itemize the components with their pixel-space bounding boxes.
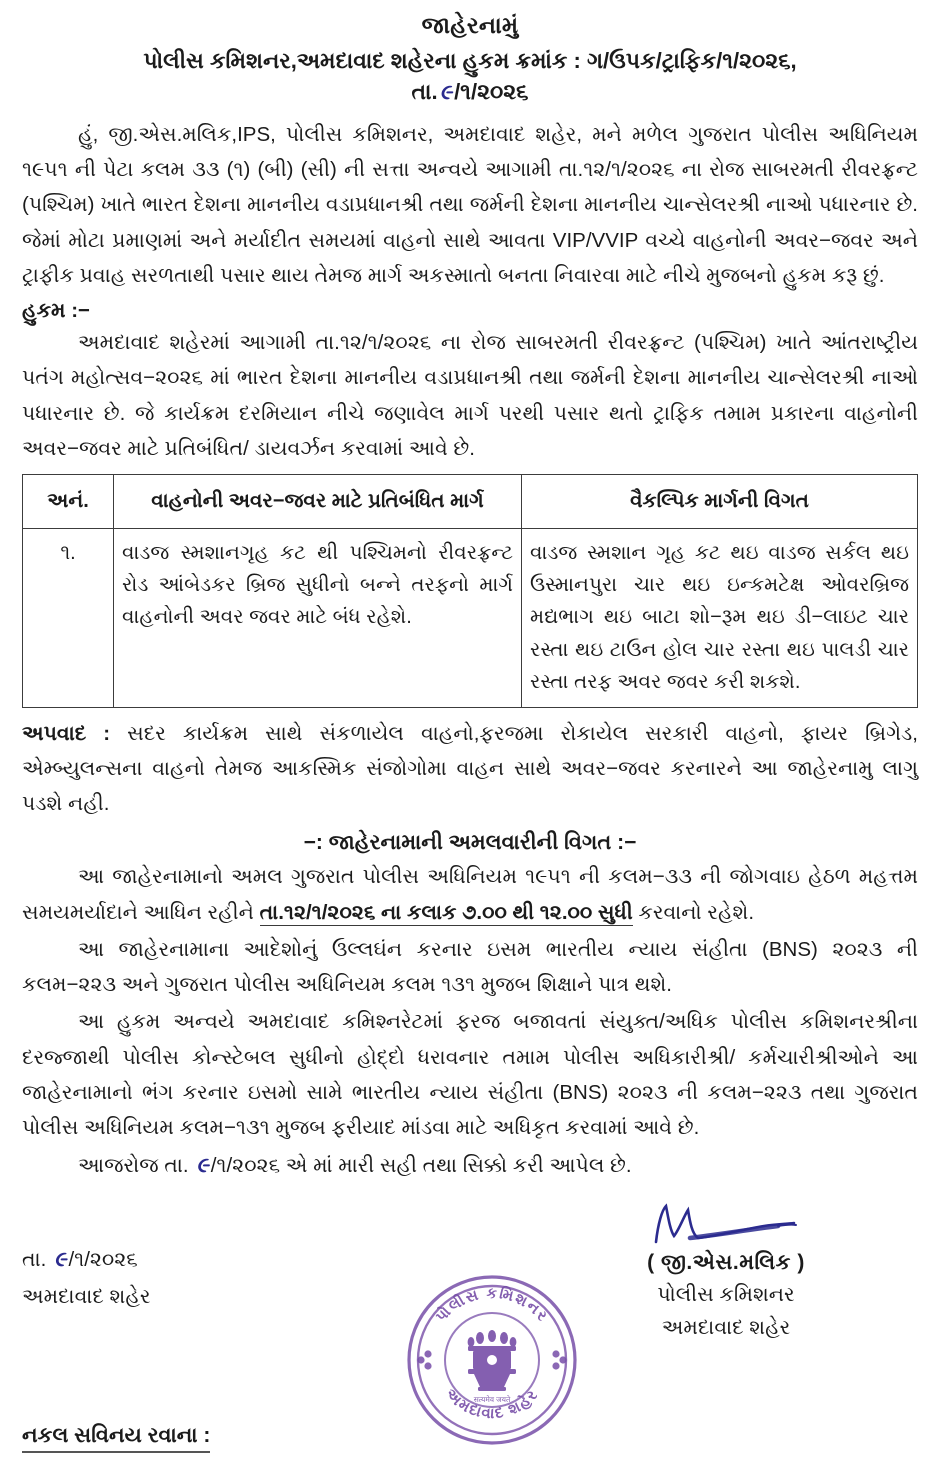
seal-bottom-text: અમદાવાદ શહેર (441, 1385, 542, 1423)
left-signature-block (22, 1240, 151, 1317)
closing-paragraph (22, 1147, 918, 1183)
order-label: હુકમ :− (22, 299, 91, 323)
seal-floret-right (552, 1350, 566, 1369)
left-date-line (22, 1240, 151, 1279)
exception-label: અપવાદ : (22, 721, 111, 745)
table-row (23, 528, 918, 707)
date-rest: /૧/૨૦૨૬ (454, 79, 529, 105)
signatory-city: અમદાવાદ શહેર (661, 1315, 791, 1339)
ashoka-emblem-icon (468, 1330, 517, 1391)
enforcement-text-before: આ જાહેરનામાનો અમલ ગુજરાત પોલીસ અધિનિયમ ૧૯૫૧ ની કલમ−૩૩ ની જોગવાઇ હેઠળ મહત્તમ સમયમર્યાદાને આધિન રહીને (22, 865, 918, 924)
official-seal-stamp (404, 1272, 580, 1448)
table-body (23, 528, 918, 707)
seal-top-text: પોલીસ કમિશનર (432, 1284, 552, 1326)
enforcement-time-window: તા.૧૨/૧/૨૦૨૬ ના કલાક ૭.૦૦ થી ૧૨.૦૦ સુધી (259, 900, 633, 924)
handwritten-closing-date: ૯ (196, 1152, 209, 1178)
signatory-role: પોલીસ કમિશનર (657, 1283, 795, 1307)
table-header-sr: અનં. (23, 475, 114, 528)
seal-emblem-caption: सत्यमेव जयते (473, 1395, 511, 1404)
authorization-paragraph: આ હુકમ અન્વયે અમદાવાદ કમિશ્નરેટમાં ફરજ બજાવતાં સંયુક્ત/અધિક પોલીસ કમિશનરશ્રીના દરજ્જાથી પોલીસ કોન્સ્ટેબલ સુધીનો હોદ્દો ધરાવનાર તમામ પોલીસ અધિકારીશ્રી/ કર્મચારીશ્રીઓને આ જાહેરનામાનો ભંગ કરનાર ઇસમો સામે ભારતીય ન્યાય સંહીતા (BNS) ૨૦૨૩ ની કલમ−૨૨૩ તથા ગુજરાત પોલીસ અધિનિયમ કલમ−૧૩૧ મુજબ ફરીયાદ માંડવા માટે અધિકૃત કરવામાં આવે છે. (22, 1010, 918, 1140)
left-city: અમદાવાદ શહેર (22, 1285, 151, 1309)
header-date-line (22, 77, 918, 107)
route-restriction-table (22, 474, 918, 707)
cell-closed-route: વાડજ સ્મશાનગૃહ કટ થી પશ્ચિમનો રીવરફ્રન્ટ રોડ આંબેડકર બ્રિજ સુધીનો બન્ને તરફનો માર્ગ વાહનોની અવર જવર માટે બંધ રહેશે. (114, 528, 522, 707)
left-date-rest: /૧/૨૦૨૬ (68, 1247, 138, 1271)
handwritten-date-day: ૯ (439, 79, 453, 105)
penalty-paragraph: આ જાહેરનામાના આદેશોનું ઉલ્લઘંન કરનાર ઇસમ ભારતીય ન્યાય સંહીતા (BNS) ૨૦૨૩ ની કલમ−૨૨૩ અને ગુજરાત પોલીસ અધિનિયમ કલમ ૧૩૧ મુજબ શિક્ષાને પાત્ર થશે. (22, 937, 918, 997)
handwritten-left-date: ૯ (54, 1245, 67, 1271)
preamble-paragraph: હું, જી.એસ.મલિક,IPS, પોલીસ કમિશનર, અમદાવાદ શહેર, મને મળેલ ગુજરાત પોલીસ અધિનિયમ ૧૯૫૧ ની પેટા કલમ ૩૩ (૧) (બી) (સી) ની સત્તા અન્વયે આગામી તા.૧૨/૧/૨૦૨૬ ના રોજ સાબરમતી રીવરફ્રન્ટ (પશ્ચિમ) ખાતે ભારત દેશના માનનીય વડાપ્રધાનશ્રી તથા જર્મની દેશના માનનીય ચાન્સેલરશ્રી નાઓ પધારનાર છે. જેમાં મોટા પ્રમાણમાં અને મર્યાદીત સમયમાં વાહનો સાથે આવતા VIP/VVIP વચ્ચે વાહનોની અવર−જવર અને ટ્રાફીક પ્રવાહ સરળતાથી પસાર થાય તેમજ માર્ગ અકસ્માતો બનતા નિવારવા માટે નીચે મુજબનો હુકમ કરૂ છું. (22, 122, 918, 287)
table-header-row (23, 475, 918, 528)
closing-suffix: /૧/૨૦૨૬ એ માં મારી સહી તથા સિક્કો કરી આપેલ છે. (210, 1154, 632, 1178)
order-paragraph: અમદાવાદ શહેરમાં આગામી તા.૧૨/૧/૨૦૨૬ ના રોજ સાબરમતી રીવરફ્રન્ટ (પશ્ચિમ) ખાતે આંતરાષ્ટ્રીય પતંગ મહોત્સવ−૨૦૨૬ માં ભારત દેશના માનનીય વડાપ્રધાનશ્રી તથા જર્મની દેશના માનનીય ચાન્સેલરશ્રી નાઓ પધારનાર છે. જે કાર્યક્રમ દરમિયાન નીચે જણાવેલ માર્ગ પરથી પસાર થતો ટ્રાફિક તમામ પ્રકારના વાહનોની અવર−જવર માટે પ્રતિબંધિત/ ડાયવર્ઝન કરવામાં આવે છે. (22, 331, 918, 460)
enforcement-paragraph (22, 859, 918, 930)
page-title: જાહેરનામું (421, 12, 519, 38)
table-header-alternate-route: વૈકલ્પિક માર્ગની વિગત (522, 475, 918, 528)
closing-prefix: આજરોજ તા. (78, 1154, 195, 1178)
order-number-line (22, 46, 918, 76)
left-date-label: તા. (22, 1247, 53, 1271)
enforcement-text-after: કરવાનો રહેશે. (632, 900, 755, 924)
exception-paragraph (22, 716, 918, 822)
signatory-name: ( જી.એસ.મલિક ) (647, 1250, 805, 1274)
table-header-closed-route: વાહનોની અવર−જવર માટે પ્રતિબંધિત માર્ગ (114, 475, 522, 528)
order-number-text: પોલીસ કમિશનર,અમદાવાદ શહેરના હુકમ ક્રમાંક : ગ/ઉપક/ટ્રાફિક/૧/૨૦૨૬, (143, 47, 797, 73)
right-signature-block (586, 1202, 866, 1345)
signature-scribble (586, 1202, 866, 1248)
cell-sr: ૧. (23, 528, 114, 707)
cell-alternate-route: વાડજ સ્મશાન ગૃહ કટ થઇ વાડજ સર્કલ થઇ ઉસ્માનપુરા ચાર થઇ ઇન્કમટેક્ષ ઓવરબ્રિજ મદ્યભાગ થઇ બાટા શો−રૂમ થઇ ડી−લાઇટ ચાર રસ્તા થઇ ટાઉન હોલ ચાર રસ્તા થઇ પાલડી ચાર રસ્તા તરફ અવર જવર કરી શકશે. (522, 528, 918, 707)
copy-dispatch-note: નકલ સવિનય રવાના : (22, 1424, 210, 1453)
seal-floret-left (417, 1350, 431, 1369)
table-head (23, 475, 918, 528)
enforcement-heading: −: જાહેરનામાની અમલવારીની વિગત :− (303, 831, 637, 855)
date-label: તા. (411, 79, 438, 105)
exception-text: સદર કાર્યક્રમ સાથે સંકળાયેલ વાહનો,ફરજમા રોકાયેલ સરકારી વાહનો, ફાયર બ્રિગેડ, એમ્બ્યુલન્સના વાહનો તેમજ આકસ્મિક સંજોગોમા વાહન સાથે અવર−જવર કરનારને આ જાહેરનામુ લાગુ પડશે નહી. (22, 721, 918, 816)
